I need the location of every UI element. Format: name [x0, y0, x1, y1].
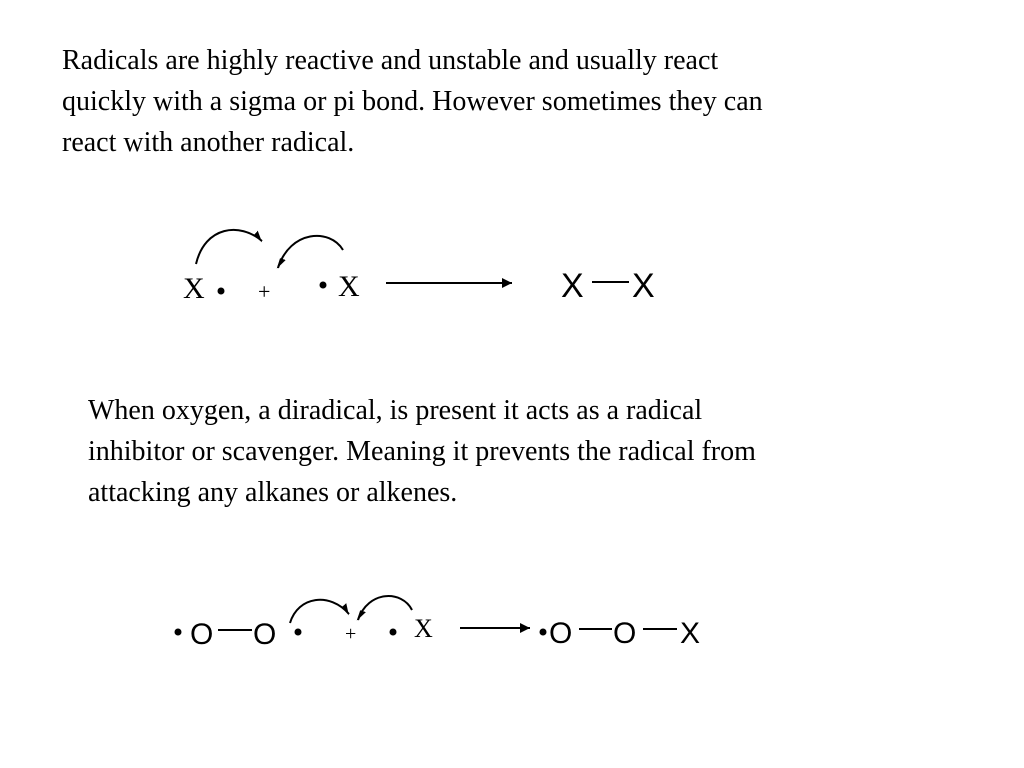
oxygen-line-1: When oxygen, a diradical, is present it acts as a radical — [88, 395, 703, 426]
r1-right-atom: X — [338, 270, 360, 303]
r1-curved-arrow-right — [278, 236, 343, 268]
reaction-1 — [183, 230, 655, 305]
r2-x-atom: X — [414, 614, 433, 643]
intro-line-3: react with another radical. — [62, 127, 355, 158]
r2-product-oxygen-2: O — [613, 617, 637, 650]
r2-left-radical-dot — [175, 629, 182, 636]
r2-curved-arrow-left — [290, 600, 349, 623]
r2-product-x: X — [680, 617, 701, 650]
r1-left-radical-dot — [218, 288, 225, 295]
r1-product-left: X — [561, 267, 584, 305]
intro-line-1: Radicals are highly reactive and unstable and usually react — [62, 45, 719, 76]
r2-plus: + — [345, 623, 357, 645]
r1-curved-arrow-left — [196, 230, 262, 264]
r2-oxygen-radical-dot — [295, 629, 302, 636]
r2-x-radical-dot — [390, 629, 397, 636]
r2-oxygen-2: O — [253, 618, 277, 651]
oxygen-line-2: inhibitor or scavenger. Meaning it prevents the radical from — [88, 436, 756, 467]
r1-plus: + — [258, 279, 271, 304]
r1-product-right: X — [632, 267, 655, 305]
r2-oxygen-1: O — [190, 618, 214, 651]
r2-product-oxygen-1: O — [549, 617, 573, 650]
r2-curved-arrow-right — [358, 596, 412, 620]
r1-right-radical-dot — [320, 282, 327, 289]
reaction-2 — [175, 596, 701, 651]
r2-product-radical-dot — [540, 629, 547, 636]
oxygen-line-3: attacking any alkanes or alkenes. — [88, 477, 458, 508]
intro-line-2: quickly with a sigma or pi bond. However sometimes they can — [62, 86, 763, 117]
r1-left-atom: X — [183, 272, 205, 305]
